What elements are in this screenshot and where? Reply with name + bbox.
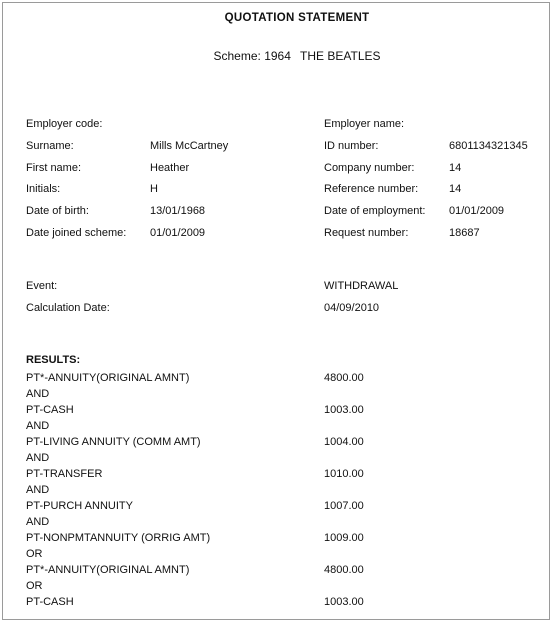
first-name-label: First name: [26,162,82,174]
result-connector: AND [26,388,50,400]
request-number-value: 18687 [449,227,480,239]
result-item-text: PT*-ANNUITY(ORIGINAL AMNT) [26,564,190,576]
result-item-amount: 1010.00 [324,468,364,480]
event-value: WITHDRAWAL [324,280,399,292]
result-item-text: PT-PURCH ANNUITY [26,500,133,512]
result-connector: AND [26,420,50,432]
result-connector: OR [26,548,43,560]
date-joined-scheme-value: 01/01/2009 [150,227,206,239]
result-connector: OR [26,580,43,592]
date-of-birth-label: Date of birth: [26,205,89,217]
scheme-number: 1964 [264,49,291,63]
date-of-employment-label: Date of employment: [324,205,426,217]
first-name-value: Heather [150,162,190,174]
employer-code-label: Employer code: [26,118,103,130]
reference-number-label: Reference number: [324,183,419,195]
result-item-text: PT-NONPMTANNUITY (ORRIG AMT) [26,532,211,544]
results-heading: RESULTS: [26,354,81,366]
result-connector: AND [26,484,50,496]
result-item-amount: 1003.00 [324,596,364,608]
scheme-name: THE BEATLES [300,49,381,63]
result-item-text: PT-LIVING ANNUITY (COMM AMT) [26,436,201,448]
result-item-text: PT-TRANSFER [26,468,103,480]
date-of-employment-value: 01/01/2009 [449,205,505,217]
initials-value: H [150,183,158,195]
result-item-text: PT-CASH [26,404,74,416]
result-item-amount: 1007.00 [324,500,364,512]
result-item-amount: 1009.00 [324,532,364,544]
result-item-amount: 1003.00 [324,404,364,416]
calculation-date-label: Calculation Date: [26,302,110,314]
document-title: QUOTATION STATEMENT [224,12,370,24]
surname-value: Mills McCartney [150,140,229,152]
result-item-amount: 4800.00 [324,564,364,576]
surname-label: Surname: [26,140,74,152]
result-connector: AND [26,516,50,528]
reference-number-value: 14 [449,183,462,195]
date-of-birth-value: 13/01/1968 [150,205,206,217]
result-item-text: PT*-ANNUITY(ORIGINAL AMNT) [26,372,190,384]
result-item-amount: 4800.00 [324,372,364,384]
initials-label: Initials: [26,183,61,195]
result-connector: AND [26,452,50,464]
id-number-label: ID number: [324,140,379,152]
company-number-label: Company number: [324,162,415,174]
date-joined-scheme-label: Date joined scheme: [26,227,127,239]
company-number-value: 14 [449,162,462,174]
calculation-date-value: 04/09/2010 [324,302,380,314]
result-item-text: PT-CASH [26,596,74,608]
result-item-amount: 1004.00 [324,436,364,448]
request-number-label: Request number: [324,227,409,239]
scheme-line [20,49,554,63]
id-number-value: 6801134321345 [449,140,528,152]
scheme-label: Scheme: [213,49,261,63]
employer-name-label: Employer name: [324,118,405,130]
event-label: Event: [26,280,58,292]
